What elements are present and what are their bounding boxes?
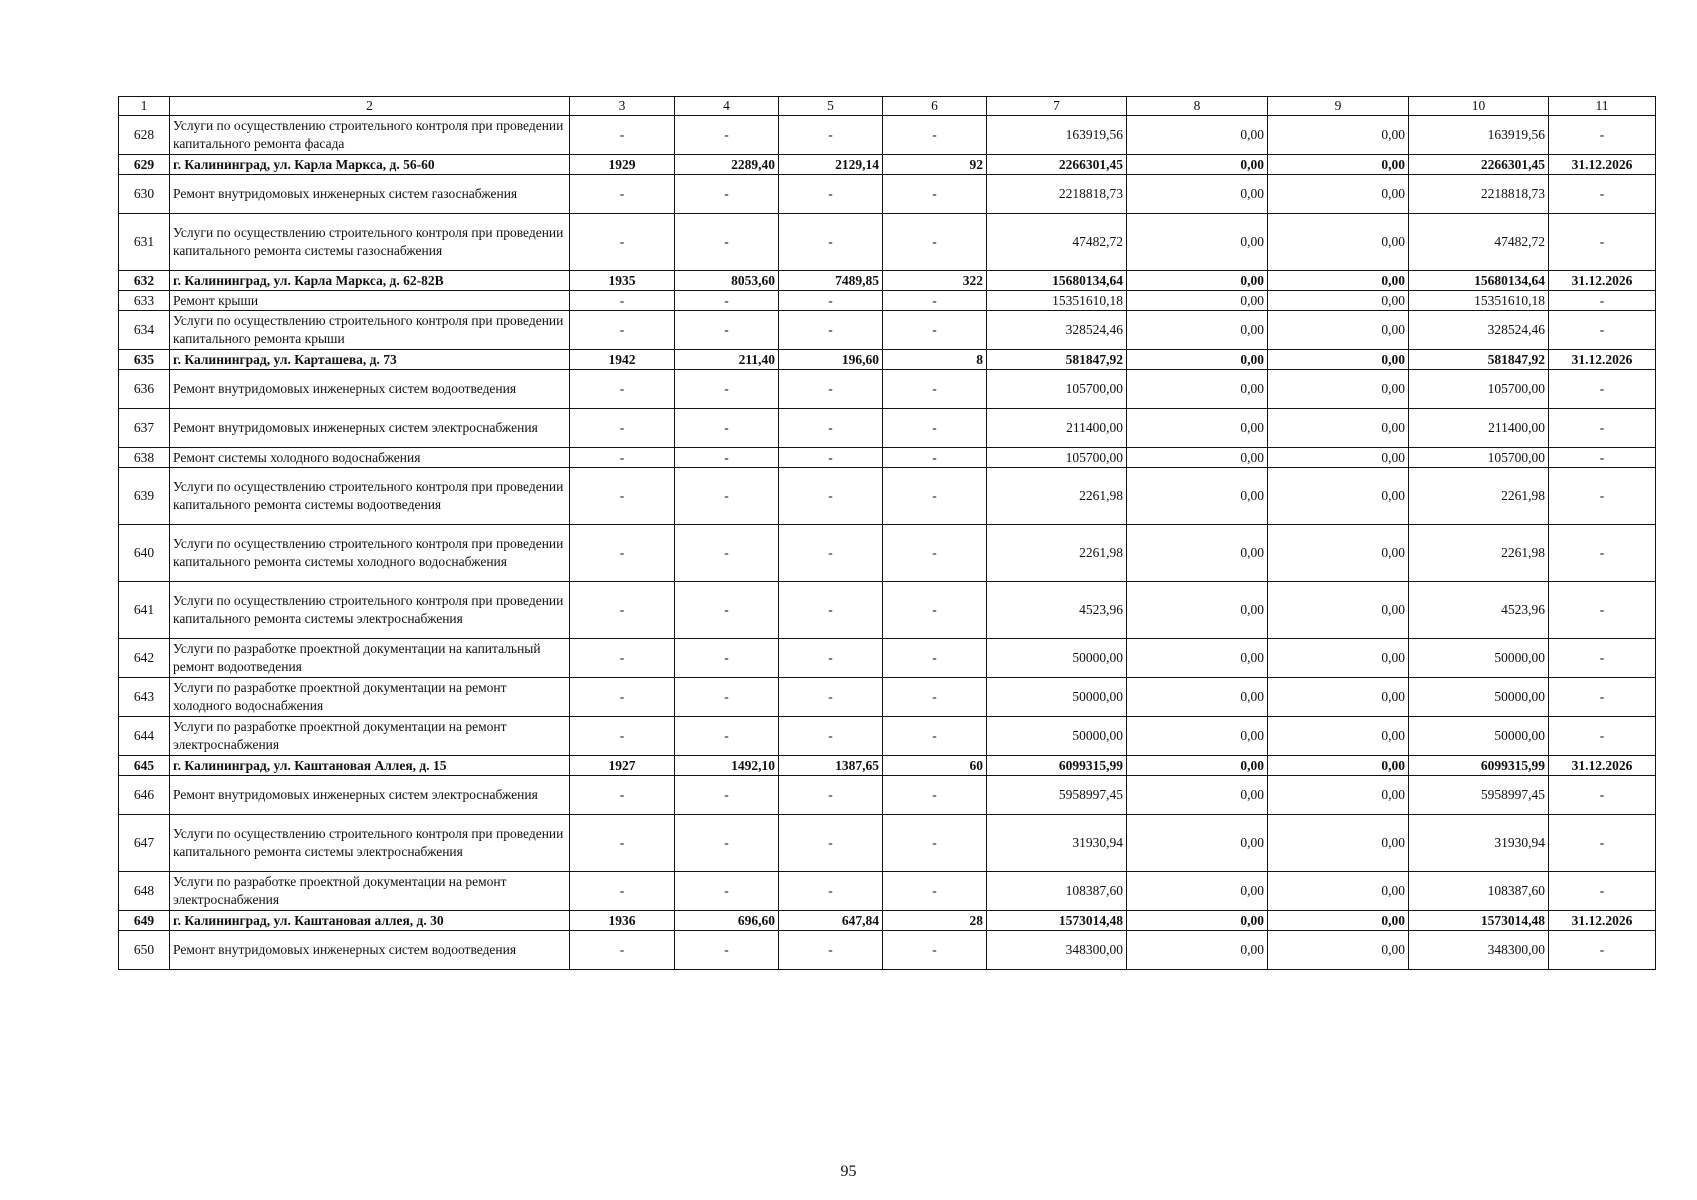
residential-area-cell: - (779, 872, 883, 911)
work-item-row (119, 582, 1656, 639)
total-area-cell: 211,40 (675, 350, 779, 370)
cost-col-8-cell: 0,00 (1127, 756, 1268, 776)
total-area-cell: - (675, 116, 779, 155)
row-number-cell: 628 (119, 116, 170, 155)
column-header: 9 (1268, 97, 1409, 116)
cost-col-9-cell: 0,00 (1268, 911, 1409, 931)
total-area-cell: 2289,40 (675, 155, 779, 175)
total-area-cell: - (675, 678, 779, 717)
cost-col-8-cell: 0,00 (1127, 678, 1268, 717)
completion-date-cell: - (1549, 468, 1656, 525)
residential-area-cell: 7489,85 (779, 271, 883, 291)
row-number-cell: 636 (119, 370, 170, 409)
completion-date-cell: 31.12.2026 (1549, 155, 1656, 175)
row-number-cell: 650 (119, 931, 170, 970)
residential-area-cell: - (779, 815, 883, 872)
cost-col-10-cell: 348300,00 (1409, 931, 1549, 970)
row-number-cell: 647 (119, 815, 170, 872)
cost-col-9-cell: 0,00 (1268, 717, 1409, 756)
row-number-cell: 632 (119, 271, 170, 291)
work-description-cell: Услуги по разработке проектной документации на ремонт электроснабжения (170, 717, 570, 756)
total-cost-cell: 31930,94 (987, 815, 1127, 872)
cost-col-9-cell: 0,00 (1268, 291, 1409, 311)
cost-col-8-cell: 0,00 (1127, 448, 1268, 468)
cost-col-9-cell: 0,00 (1268, 582, 1409, 639)
cost-col-8-cell: 0,00 (1127, 717, 1268, 756)
cost-col-10-cell: 105700,00 (1409, 370, 1549, 409)
build-year-cell: - (570, 931, 675, 970)
residential-area-cell: 647,84 (779, 911, 883, 931)
residents-count-cell: - (883, 717, 987, 756)
cost-col-10-cell: 1573014,48 (1409, 911, 1549, 931)
cost-col-10-cell: 581847,92 (1409, 350, 1549, 370)
total-cost-cell: 6099315,99 (987, 756, 1127, 776)
cost-col-8-cell: 0,00 (1127, 639, 1268, 678)
residents-count-cell: - (883, 776, 987, 815)
cost-col-10-cell: 47482,72 (1409, 214, 1549, 271)
cost-col-9-cell: 0,00 (1268, 271, 1409, 291)
build-year-cell: - (570, 468, 675, 525)
column-header: 7 (987, 97, 1127, 116)
work-description-cell: Услуги по разработке проектной документации на ремонт холодного водоснабжения (170, 678, 570, 717)
cost-col-9-cell: 0,00 (1268, 116, 1409, 155)
build-year-cell: - (570, 448, 675, 468)
work-description-cell: Ремонт внутридомовых инженерных систем водоотведения (170, 931, 570, 970)
work-item-row (119, 291, 1656, 311)
cost-col-10-cell: 50000,00 (1409, 717, 1549, 756)
row-number-cell: 642 (119, 639, 170, 678)
row-number-cell: 648 (119, 872, 170, 911)
residents-count-cell: - (883, 525, 987, 582)
cost-col-10-cell: 15680134,64 (1409, 271, 1549, 291)
row-number-cell: 646 (119, 776, 170, 815)
work-description-cell: г. Калининград, ул. Карла Маркса, д. 56-60 (170, 155, 570, 175)
cost-col-8-cell: 0,00 (1127, 911, 1268, 931)
cost-col-10-cell: 163919,56 (1409, 116, 1549, 155)
residents-count-cell: - (883, 468, 987, 525)
work-item-row (119, 409, 1656, 448)
cost-col-9-cell: 0,00 (1268, 409, 1409, 448)
column-number-header-row (119, 97, 1656, 116)
column-header: 5 (779, 97, 883, 116)
total-cost-cell: 50000,00 (987, 717, 1127, 756)
row-number-cell: 639 (119, 468, 170, 525)
cost-col-9-cell: 0,00 (1268, 350, 1409, 370)
cost-col-10-cell: 50000,00 (1409, 639, 1549, 678)
address-row (119, 756, 1656, 776)
work-item-row (119, 448, 1656, 468)
column-header: 8 (1127, 97, 1268, 116)
residential-area-cell: - (779, 931, 883, 970)
total-area-cell: - (675, 291, 779, 311)
row-number-cell: 644 (119, 717, 170, 756)
completion-date-cell: - (1549, 116, 1656, 155)
residential-area-cell: - (779, 409, 883, 448)
work-description-cell: Услуги по разработке проектной документации на капитальный ремонт водоотведения (170, 639, 570, 678)
residential-area-cell: 1387,65 (779, 756, 883, 776)
total-area-cell: - (675, 175, 779, 214)
residential-area-cell: - (779, 175, 883, 214)
cost-col-9-cell: 0,00 (1268, 448, 1409, 468)
build-year-cell: 1927 (570, 756, 675, 776)
work-description-cell: Ремонт внутридомовых инженерных систем газоснабжения (170, 175, 570, 214)
total-area-cell: - (675, 872, 779, 911)
page-number: 95 (840, 1163, 857, 1180)
residents-count-cell: - (883, 370, 987, 409)
work-description-cell: Ремонт внутридомовых инженерных систем электроснабжения (170, 409, 570, 448)
completion-date-cell: - (1549, 525, 1656, 582)
work-description-cell: Услуги по осуществлению строительного контроля при проведении капитального ремонта фасада (170, 116, 570, 155)
residents-count-cell: 28 (883, 911, 987, 931)
work-description-cell: г. Калининград, ул. Карла Маркса, д. 62-82В (170, 271, 570, 291)
cost-col-9-cell: 0,00 (1268, 872, 1409, 911)
residential-area-cell: 196,60 (779, 350, 883, 370)
row-number-cell: 643 (119, 678, 170, 717)
row-number-cell: 649 (119, 911, 170, 931)
residents-count-cell: - (883, 815, 987, 872)
residents-count-cell: - (883, 214, 987, 271)
work-item-row (119, 468, 1656, 525)
residents-count-cell: - (883, 872, 987, 911)
total-cost-cell: 5958997,45 (987, 776, 1127, 815)
address-row (119, 155, 1656, 175)
work-item-row (119, 214, 1656, 271)
total-area-cell: - (675, 214, 779, 271)
residents-count-cell: - (883, 116, 987, 155)
cost-col-8-cell: 0,00 (1127, 271, 1268, 291)
cost-col-8-cell: 0,00 (1127, 291, 1268, 311)
completion-date-cell: - (1549, 311, 1656, 350)
cost-col-9-cell: 0,00 (1268, 370, 1409, 409)
residential-area-cell: - (779, 370, 883, 409)
total-cost-cell: 2261,98 (987, 525, 1127, 582)
total-area-cell: - (675, 815, 779, 872)
address-row (119, 350, 1656, 370)
total-cost-cell: 348300,00 (987, 931, 1127, 970)
row-number-cell: 640 (119, 525, 170, 582)
cost-col-9-cell: 0,00 (1268, 776, 1409, 815)
work-description-cell: Услуги по разработке проектной документации на ремонт электроснабжения (170, 872, 570, 911)
cost-col-9-cell: 0,00 (1268, 155, 1409, 175)
cost-col-9-cell: 0,00 (1268, 639, 1409, 678)
work-description-cell: г. Калининград, ул. Карташева, д. 73 (170, 350, 570, 370)
residential-area-cell: - (779, 468, 883, 525)
residents-count-cell: 322 (883, 271, 987, 291)
work-item-row (119, 872, 1656, 911)
total-cost-cell: 47482,72 (987, 214, 1127, 271)
completion-date-cell: - (1549, 175, 1656, 214)
cost-col-10-cell: 2266301,45 (1409, 155, 1549, 175)
cost-col-8-cell: 0,00 (1127, 116, 1268, 155)
residential-area-cell: - (779, 311, 883, 350)
total-cost-cell: 4523,96 (987, 582, 1127, 639)
work-description-cell: Ремонт внутридомовых инженерных систем водоотведения (170, 370, 570, 409)
build-year-cell: - (570, 639, 675, 678)
cost-col-9-cell: 0,00 (1268, 525, 1409, 582)
total-cost-cell: 15351610,18 (987, 291, 1127, 311)
residents-count-cell: 8 (883, 350, 987, 370)
column-header: 3 (570, 97, 675, 116)
row-number-cell: 635 (119, 350, 170, 370)
work-description-cell: Ремонт системы холодного водоснабжения (170, 448, 570, 468)
residents-count-cell: 92 (883, 155, 987, 175)
cost-col-10-cell: 2261,98 (1409, 525, 1549, 582)
total-area-cell: - (675, 311, 779, 350)
residents-count-cell: - (883, 409, 987, 448)
work-item-row (119, 175, 1656, 214)
cost-col-8-cell: 0,00 (1127, 350, 1268, 370)
row-number-cell: 633 (119, 291, 170, 311)
total-cost-cell: 105700,00 (987, 370, 1127, 409)
work-item-row (119, 678, 1656, 717)
cost-col-9-cell: 0,00 (1268, 468, 1409, 525)
build-year-cell: - (570, 116, 675, 155)
work-item-row (119, 776, 1656, 815)
residential-area-cell: 2129,14 (779, 155, 883, 175)
completion-date-cell: 31.12.2026 (1549, 350, 1656, 370)
completion-date-cell: - (1549, 639, 1656, 678)
residential-area-cell: - (779, 582, 883, 639)
cost-col-8-cell: 0,00 (1127, 582, 1268, 639)
total-area-cell: - (675, 639, 779, 678)
cost-col-9-cell: 0,00 (1268, 214, 1409, 271)
build-year-cell: - (570, 370, 675, 409)
address-row (119, 271, 1656, 291)
total-cost-cell: 163919,56 (987, 116, 1127, 155)
residents-count-cell: - (883, 291, 987, 311)
completion-date-cell: - (1549, 815, 1656, 872)
total-area-cell: - (675, 370, 779, 409)
total-area-cell: - (675, 931, 779, 970)
total-cost-cell: 50000,00 (987, 639, 1127, 678)
row-number-cell: 631 (119, 214, 170, 271)
total-area-cell: - (675, 717, 779, 756)
completion-date-cell: - (1549, 291, 1656, 311)
completion-date-cell: 31.12.2026 (1549, 756, 1656, 776)
work-description-cell: Ремонт крыши (170, 291, 570, 311)
residential-area-cell: - (779, 448, 883, 468)
completion-date-cell: 31.12.2026 (1549, 911, 1656, 931)
residential-area-cell: - (779, 678, 883, 717)
work-description-cell: Услуги по осуществлению строительного контроля при проведении капитального ремонта системы холодного водоснабжения (170, 525, 570, 582)
completion-date-cell: - (1549, 678, 1656, 717)
residential-area-cell: - (779, 776, 883, 815)
work-item-row (119, 815, 1656, 872)
address-row (119, 911, 1656, 931)
total-cost-cell: 1573014,48 (987, 911, 1127, 931)
residents-count-cell: - (883, 678, 987, 717)
cost-col-8-cell: 0,00 (1127, 409, 1268, 448)
build-year-cell: - (570, 678, 675, 717)
build-year-cell: - (570, 311, 675, 350)
total-area-cell: 1492,10 (675, 756, 779, 776)
column-header: 4 (675, 97, 779, 116)
build-year-cell: - (570, 776, 675, 815)
build-year-cell: 1942 (570, 350, 675, 370)
cost-col-8-cell: 0,00 (1127, 872, 1268, 911)
total-area-cell: 696,60 (675, 911, 779, 931)
residential-area-cell: - (779, 639, 883, 678)
row-number-cell: 641 (119, 582, 170, 639)
cost-col-8-cell: 0,00 (1127, 175, 1268, 214)
total-cost-cell: 2218818,73 (987, 175, 1127, 214)
column-header: 11 (1549, 97, 1656, 116)
row-number-cell: 634 (119, 311, 170, 350)
completion-date-cell: - (1549, 717, 1656, 756)
cost-col-10-cell: 105700,00 (1409, 448, 1549, 468)
total-cost-cell: 108387,60 (987, 872, 1127, 911)
total-cost-cell: 15680134,64 (987, 271, 1127, 291)
cost-col-8-cell: 0,00 (1127, 311, 1268, 350)
row-number-cell: 637 (119, 409, 170, 448)
total-area-cell: 8053,60 (675, 271, 779, 291)
completion-date-cell: - (1549, 872, 1656, 911)
cost-col-8-cell: 0,00 (1127, 815, 1268, 872)
work-item-row (119, 311, 1656, 350)
completion-date-cell: - (1549, 409, 1656, 448)
cost-col-10-cell: 5958997,45 (1409, 776, 1549, 815)
build-year-cell: - (570, 582, 675, 639)
cost-col-10-cell: 4523,96 (1409, 582, 1549, 639)
cost-col-8-cell: 0,00 (1127, 214, 1268, 271)
row-number-cell: 630 (119, 175, 170, 214)
build-year-cell: - (570, 214, 675, 271)
completion-date-cell: - (1549, 582, 1656, 639)
work-item-row (119, 639, 1656, 678)
build-year-cell: - (570, 717, 675, 756)
cost-col-8-cell: 0,00 (1127, 931, 1268, 970)
total-area-cell: - (675, 409, 779, 448)
cost-col-9-cell: 0,00 (1268, 815, 1409, 872)
cost-col-10-cell: 2261,98 (1409, 468, 1549, 525)
work-description-cell: Услуги по осуществлению строительного контроля при проведении капитального ремонта крыши (170, 311, 570, 350)
repair-schedule-table (118, 96, 1656, 970)
total-area-cell: - (675, 525, 779, 582)
column-header: 1 (119, 97, 170, 116)
cost-col-10-cell: 108387,60 (1409, 872, 1549, 911)
cost-col-9-cell: 0,00 (1268, 311, 1409, 350)
total-cost-cell: 105700,00 (987, 448, 1127, 468)
residents-count-cell: - (883, 639, 987, 678)
residential-area-cell: - (779, 525, 883, 582)
completion-date-cell: - (1549, 448, 1656, 468)
cost-col-10-cell: 50000,00 (1409, 678, 1549, 717)
work-description-cell: г. Калининград, ул. Каштановая аллея, д. 30 (170, 911, 570, 931)
total-area-cell: - (675, 776, 779, 815)
cost-col-10-cell: 211400,00 (1409, 409, 1549, 448)
work-description-cell: Услуги по осуществлению строительного контроля при проведении капитального ремонта системы водоотведения (170, 468, 570, 525)
build-year-cell: - (570, 291, 675, 311)
build-year-cell: - (570, 872, 675, 911)
total-cost-cell: 328524,46 (987, 311, 1127, 350)
cost-col-8-cell: 0,00 (1127, 370, 1268, 409)
cost-col-10-cell: 328524,46 (1409, 311, 1549, 350)
work-item-row (119, 525, 1656, 582)
column-header: 10 (1409, 97, 1549, 116)
residential-area-cell: - (779, 214, 883, 271)
residents-count-cell: - (883, 448, 987, 468)
build-year-cell: - (570, 525, 675, 582)
work-description-cell: г. Калининград, ул. Каштановая Аллея, д. 15 (170, 756, 570, 776)
residents-count-cell: - (883, 175, 987, 214)
residential-area-cell: - (779, 291, 883, 311)
build-year-cell: 1929 (570, 155, 675, 175)
cost-col-10-cell: 2218818,73 (1409, 175, 1549, 214)
row-number-cell: 645 (119, 756, 170, 776)
work-item-row (119, 931, 1656, 970)
residential-area-cell: - (779, 116, 883, 155)
residential-area-cell: - (779, 717, 883, 756)
residents-count-cell: - (883, 582, 987, 639)
work-item-row (119, 116, 1656, 155)
total-cost-cell: 50000,00 (987, 678, 1127, 717)
completion-date-cell: - (1549, 370, 1656, 409)
cost-col-10-cell: 6099315,99 (1409, 756, 1549, 776)
total-cost-cell: 581847,92 (987, 350, 1127, 370)
work-description-cell: Услуги по осуществлению строительного контроля при проведении капитального ремонта системы электроснабжения (170, 815, 570, 872)
cost-col-10-cell: 31930,94 (1409, 815, 1549, 872)
build-year-cell: 1935 (570, 271, 675, 291)
work-description-cell: Услуги по осуществлению строительного контроля при проведении капитального ремонта системы электроснабжения (170, 582, 570, 639)
completion-date-cell: - (1549, 776, 1656, 815)
row-number-cell: 629 (119, 155, 170, 175)
cost-col-9-cell: 0,00 (1268, 931, 1409, 970)
build-year-cell: 1936 (570, 911, 675, 931)
total-area-cell: - (675, 448, 779, 468)
cost-col-10-cell: 15351610,18 (1409, 291, 1549, 311)
total-cost-cell: 211400,00 (987, 409, 1127, 448)
total-area-cell: - (675, 468, 779, 525)
residents-count-cell: 60 (883, 756, 987, 776)
completion-date-cell: - (1549, 214, 1656, 271)
cost-col-8-cell: 0,00 (1127, 525, 1268, 582)
cost-col-9-cell: 0,00 (1268, 756, 1409, 776)
completion-date-cell: - (1549, 931, 1656, 970)
build-year-cell: - (570, 409, 675, 448)
cost-col-8-cell: 0,00 (1127, 776, 1268, 815)
work-description-cell: Услуги по осуществлению строительного контроля при проведении капитального ремонта системы газоснабжения (170, 214, 570, 271)
work-item-row (119, 370, 1656, 409)
work-item-row (119, 717, 1656, 756)
completion-date-cell: 31.12.2026 (1549, 271, 1656, 291)
build-year-cell: - (570, 815, 675, 872)
cost-col-8-cell: 0,00 (1127, 468, 1268, 525)
total-cost-cell: 2266301,45 (987, 155, 1127, 175)
row-number-cell: 638 (119, 448, 170, 468)
total-cost-cell: 2261,98 (987, 468, 1127, 525)
cost-col-9-cell: 0,00 (1268, 678, 1409, 717)
column-header: 2 (170, 97, 570, 116)
work-description-cell: Ремонт внутридомовых инженерных систем электроснабжения (170, 776, 570, 815)
column-header: 6 (883, 97, 987, 116)
cost-col-8-cell: 0,00 (1127, 155, 1268, 175)
cost-col-9-cell: 0,00 (1268, 175, 1409, 214)
total-area-cell: - (675, 582, 779, 639)
residents-count-cell: - (883, 311, 987, 350)
residents-count-cell: - (883, 931, 987, 970)
build-year-cell: - (570, 175, 675, 214)
